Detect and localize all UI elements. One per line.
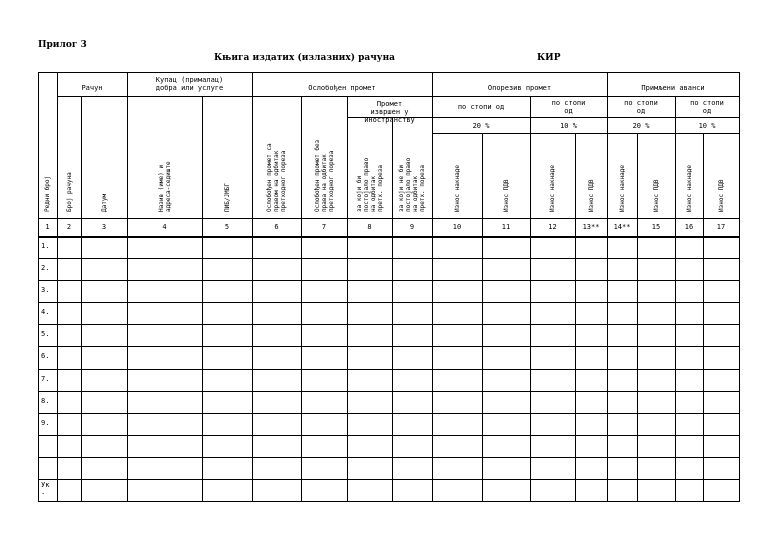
- column-number: 10: [452, 223, 462, 231]
- table-top-border: [38, 72, 740, 73]
- adv-rate-10-value: 10 %: [698, 122, 716, 130]
- row-label: 5.: [41, 330, 50, 338]
- row-label: 2.: [41, 264, 50, 272]
- column-divider: [81, 96, 82, 502]
- taxed20-vat-header: Износ ПДВ: [502, 179, 510, 212]
- column-number: 4: [162, 223, 167, 231]
- row-label: 3.: [41, 286, 50, 294]
- row-divider: [38, 324, 740, 325]
- row-divider: [38, 479, 740, 480]
- column-divider: [432, 72, 433, 502]
- group-exempt: Ослобођен промет: [308, 84, 376, 92]
- table-left-border: [38, 72, 39, 502]
- adv20-vat-header: Износ ПДВ: [652, 179, 660, 212]
- column-divider: [202, 96, 203, 502]
- header-bottom-border: [38, 218, 740, 219]
- annex-label: Прилог 3: [38, 40, 87, 50]
- column-number: 15: [651, 223, 661, 231]
- group-advances: Примљени аванси: [641, 84, 705, 92]
- total-row-label: Ук .: [41, 481, 50, 496]
- column-divider: [607, 72, 608, 502]
- column-number: 14**: [613, 223, 631, 231]
- table-right-border: [739, 72, 740, 502]
- row-label: 4.: [41, 308, 50, 316]
- column-number: 1: [45, 223, 50, 231]
- row-divider: [38, 346, 740, 347]
- row-divider: [38, 435, 740, 436]
- row-divider: [38, 280, 740, 281]
- abroad-with-deduction-header: за који би постојало право на одбитак претх. пореза: [355, 157, 384, 212]
- column-divider: [703, 133, 704, 502]
- column-divider: [575, 133, 576, 502]
- column-number: 2: [66, 223, 72, 231]
- adv-rate-10-label: по стопи од: [690, 99, 724, 115]
- rate-label-divider: [432, 117, 740, 118]
- invoice-number-header: Број рачуна: [65, 172, 73, 212]
- date-header: Датум: [100, 193, 108, 212]
- group-buyer: Купац (прималац) добра или услуге: [155, 76, 224, 92]
- row-label: 9.: [41, 419, 50, 427]
- taxed10-vat-header: Износ ПДВ: [587, 179, 595, 212]
- column-number: 13**: [582, 223, 600, 231]
- buyer-name-address-header: Назив (име) и адреса-седиште: [157, 161, 172, 212]
- row-divider: [38, 413, 740, 414]
- column-divider: [252, 72, 253, 502]
- row-divider: [38, 258, 740, 259]
- taxed-rate-10-label: по стопи од: [551, 99, 586, 115]
- book-title: Књига издатих (излазних) рачуна: [214, 53, 395, 63]
- abroad-without-deduction-header: за који не би постојало право на одбитак претх. пореза: [398, 157, 426, 212]
- exempt-without-deduction-header: Ослобођен промет без права на одбитак претходног пореза: [313, 139, 335, 212]
- column-number: 6: [274, 223, 279, 231]
- taxed20-base-header: Износ накнаде: [453, 165, 461, 212]
- group-header-divider: [57, 96, 740, 97]
- column-divider: [57, 72, 58, 502]
- column-divider: [482, 133, 483, 502]
- group-taxed: Опорезив промет: [487, 84, 552, 92]
- column-divider: [127, 72, 128, 502]
- row-divider: [38, 369, 740, 370]
- number-row-bottom-border: [38, 236, 740, 238]
- row-label: 1.: [41, 242, 50, 250]
- column-divider: [675, 96, 676, 502]
- exempt-with-deduction-header: Ослобођен промет са правом на одбитак претходног пореза: [266, 143, 287, 212]
- serial-number-header: Редни број: [44, 175, 51, 212]
- row-divider: [38, 457, 740, 458]
- adv20-base-header: Износ накнаде: [618, 165, 626, 212]
- column-divider: [301, 96, 302, 502]
- row-label: 6.: [41, 352, 50, 360]
- tax-id-header: ПИБ/ЈМБГ: [223, 183, 231, 212]
- rate-value-divider: [432, 133, 740, 134]
- group-exempt-abroad: Промет извршен у иностранству: [364, 100, 415, 124]
- column-divider: [637, 133, 638, 502]
- adv10-base-header: Износ накнаде: [685, 165, 693, 212]
- row-label: 8.: [41, 397, 50, 405]
- column-number: 3: [101, 223, 107, 231]
- adv10-vat-header: Износ ПДВ: [717, 179, 725, 212]
- column-divider: [347, 96, 348, 502]
- column-number: 12: [548, 223, 557, 231]
- column-divider: [530, 96, 531, 502]
- column-number: 5: [224, 223, 230, 231]
- row-divider: [38, 391, 740, 392]
- book-code: КИР: [537, 53, 561, 63]
- column-number: 9: [409, 223, 415, 231]
- table-bottom-border: [38, 501, 740, 502]
- column-divider: [392, 117, 393, 502]
- taxed-rate-20-value: 20 %: [472, 122, 490, 130]
- column-number: 16: [684, 223, 694, 231]
- column-number: 7: [321, 223, 327, 231]
- column-number: 17: [716, 223, 726, 231]
- row-divider: [38, 302, 740, 303]
- adv-rate-20-value: 20 %: [632, 122, 650, 130]
- adv-rate-20-label: по стопи од: [624, 99, 658, 115]
- taxed-rate-10-value: 10 %: [560, 122, 577, 130]
- taxed-rate-20-label: по стопи од: [457, 103, 505, 111]
- row-label: 7.: [41, 375, 50, 383]
- column-number: 11: [501, 223, 511, 231]
- column-number: 8: [367, 223, 372, 231]
- group-invoice: Рачун: [81, 84, 103, 92]
- taxed10-base-header: Износ накнаде: [549, 165, 556, 212]
